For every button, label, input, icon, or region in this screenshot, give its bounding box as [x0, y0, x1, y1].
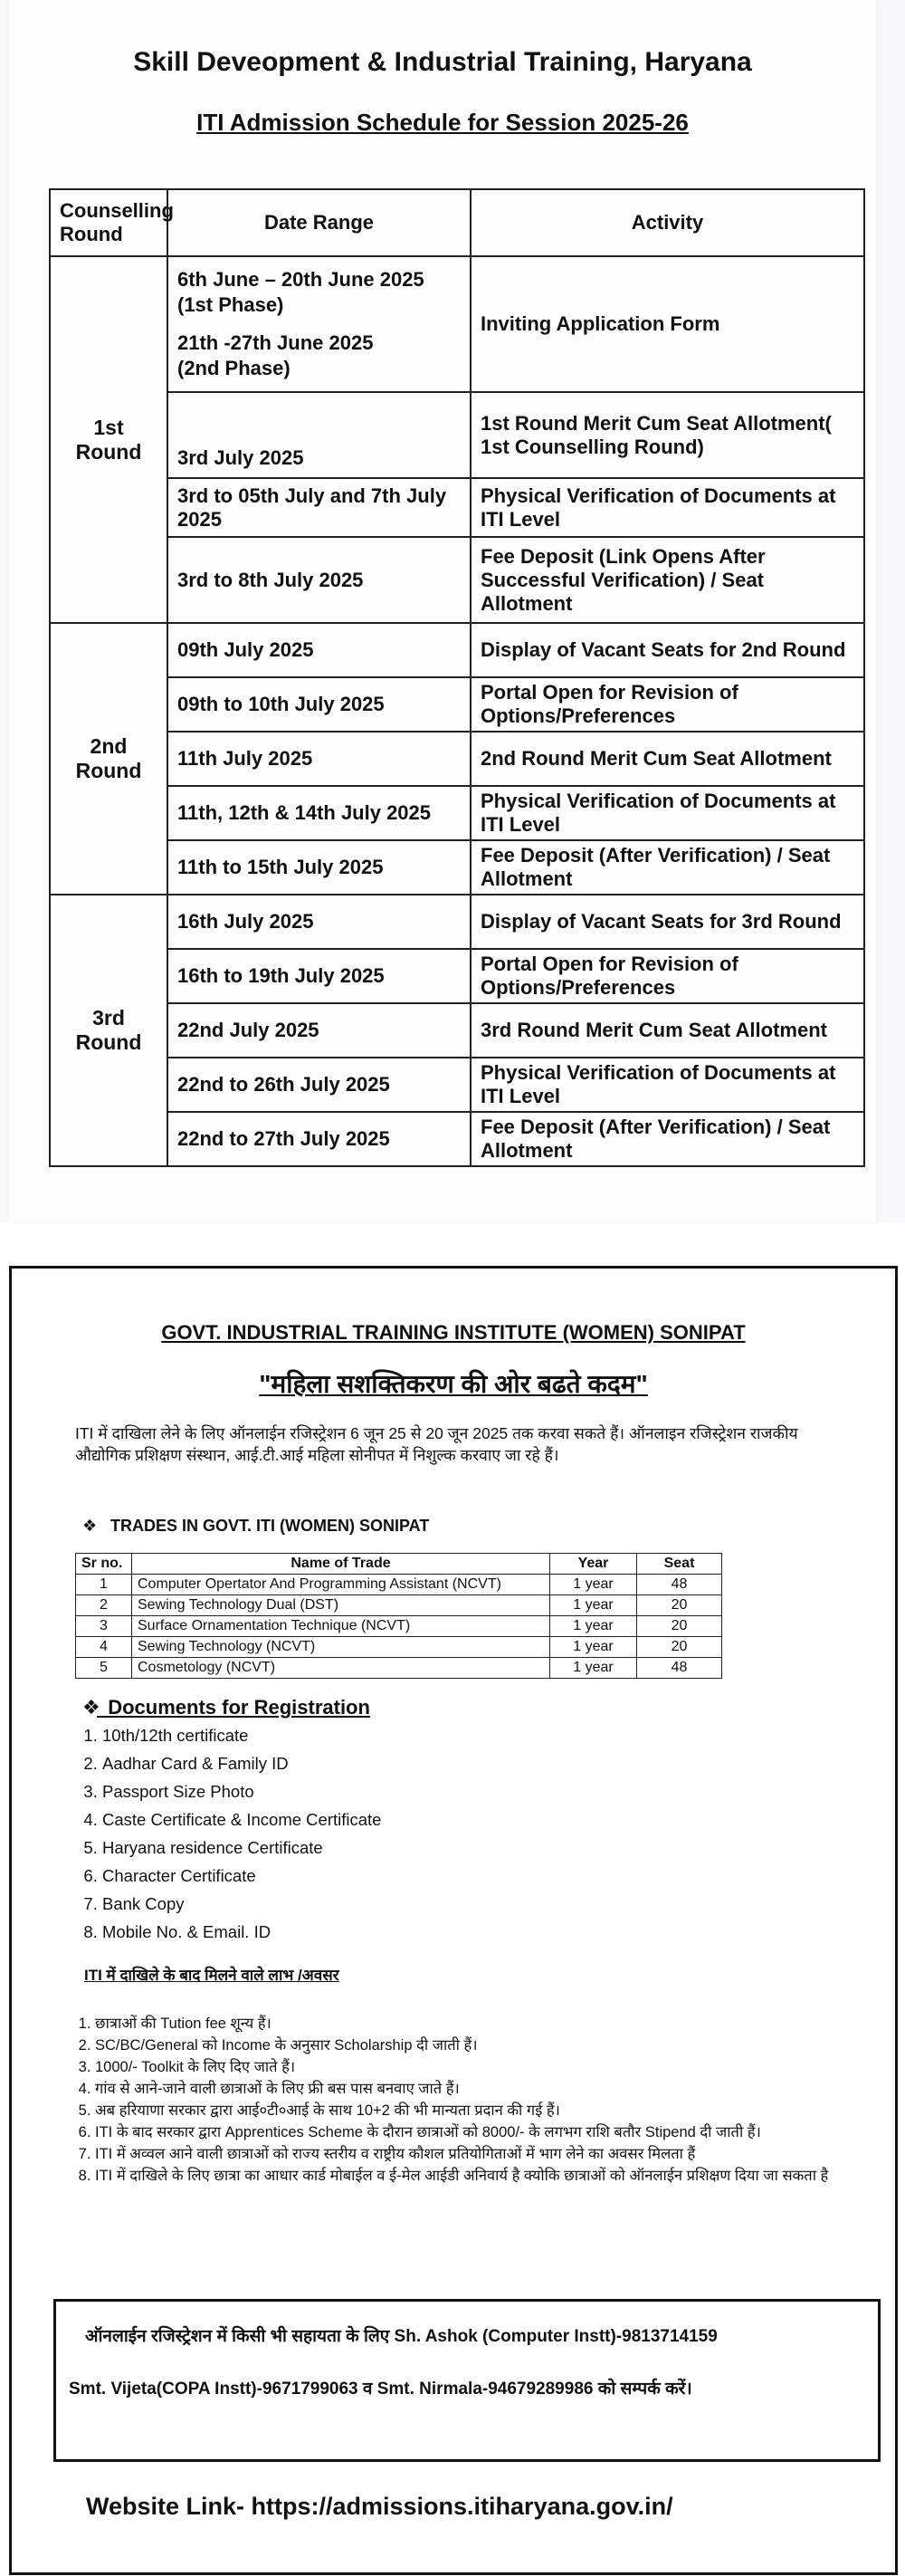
date-cell: 3rd July 2025	[167, 392, 471, 478]
benefits-heading: ITI में दाखिले के बाद मिलने वाले लाभ /अवसर	[84, 1967, 339, 1984]
trades-heading	[82, 1517, 429, 1536]
table-row	[76, 1637, 722, 1658]
list-item: 2. SC/BC/General को Income के अनुसार Scholarship दी जाती हैं।	[95, 2035, 873, 2056]
notice-frame	[9, 1266, 898, 2575]
activity-cell: Fee Deposit (After Verification) / Seat Allotment	[471, 840, 864, 895]
activity-cell: Physical Verification of Documents at ITI Level	[471, 786, 864, 840]
trade-seat: 48	[637, 1658, 722, 1679]
bullet-diamond-icon: ❖	[82, 1517, 98, 1535]
date-cell	[167, 256, 471, 392]
activity-cell: Fee Deposit (Link Opens After Successful Verification) / Seat Allotment	[471, 537, 864, 623]
list-item: 4. Caste Certificate & Income Certificate	[102, 1805, 381, 1834]
date-cell: 11th, 12th & 14th July 2025	[167, 786, 471, 840]
schedule-subtitle: ITI Admission Schedule for Session 2025-26	[196, 109, 689, 136]
table-row	[50, 537, 864, 623]
list-item: 8. ITI में दाखिले के लिए छात्रा का आधार कार्ड मोबाईल व ई-मेल आईडी अनिवार्य है क्योकि छात्राओं को ऑनलाईन प्रशिक्षण दिया जा सकता है	[95, 2165, 873, 2187]
round-label: 1st Round	[50, 256, 167, 623]
activity-cell: Display of Vacant Seats for 2nd Round	[471, 623, 864, 677]
schedule-table	[49, 188, 865, 1167]
list-item: 2. Aadhar Card & Family ID	[102, 1749, 381, 1777]
header-sr: Sr no.	[76, 1554, 132, 1575]
list-item: 1. 10th/12th certificate	[102, 1721, 381, 1749]
trade-sr: 3	[76, 1616, 132, 1637]
round-label: 3rd Round	[50, 895, 167, 1166]
schedule-paper	[9, 0, 876, 1222]
header-date-range: Date Range	[167, 189, 471, 256]
docs-heading	[82, 1696, 370, 1719]
list-item: 3. Passport Size Photo	[102, 1777, 381, 1805]
trade-seat: 48	[637, 1575, 722, 1595]
list-item: 6. ITI के बाद सरकार द्वारा Apprentices Scheme के दौरान छात्राओं को 8000/- के लगभग राशि बतौर Stipend दी जाती हैं।	[95, 2121, 873, 2143]
header-seat: Seat	[637, 1554, 722, 1575]
trades-heading-text: TRADES IN GOVT. ITI (WOMEN) SONIPAT	[110, 1517, 430, 1535]
header-year: Year	[550, 1554, 637, 1575]
table-row	[76, 1595, 722, 1616]
table-row	[50, 1058, 864, 1112]
benefits-list	[64, 2013, 873, 2187]
trade-sr: 1	[76, 1575, 132, 1595]
date-cell: 09th July 2025	[167, 623, 471, 677]
list-item: 6. Character Certificate	[102, 1862, 381, 1890]
date-line: (2nd Phase)	[177, 357, 291, 379]
table-row	[76, 1575, 722, 1595]
date-line: 21th -27th June 2025	[177, 331, 374, 354]
list-item: 5. अब हरियाणा सरकार द्वारा आई०टी०आई के साथ 10+2 की भी मान्यता प्रदान की गई हैं।	[95, 2100, 873, 2121]
website-link[interactable]: Website Link- https://admissions.itiharyana.gov.in/	[86, 2493, 673, 2520]
help-line-1: ऑनलाईन रजिस्ट्रेशन में किसी भी सहायता के लिए Sh. Ashok (Computer Instt)-9813714159	[85, 2327, 718, 2346]
docs-heading-text: Documents for Registration	[108, 1696, 370, 1719]
table-row	[50, 478, 864, 537]
bullet-diamond-icon: ❖	[82, 1696, 100, 1719]
help-contact-box	[53, 2299, 881, 2462]
list-item: 5. Haryana residence Certificate	[102, 1834, 381, 1862]
trade-name: Surface Ornamentation Technique (NCVT)	[132, 1616, 550, 1637]
list-item: 7. Bank Copy	[102, 1890, 381, 1918]
table-row	[50, 677, 864, 732]
date-cell: 22nd to 26th July 2025	[167, 1058, 471, 1112]
trade-seat: 20	[637, 1595, 722, 1616]
trade-sr: 4	[76, 1637, 132, 1658]
trade-sr: 2	[76, 1595, 132, 1616]
header-counselling-round: Counselling Round	[50, 189, 167, 256]
notice-sheet	[0, 1250, 905, 2576]
trade-name: Sewing Technology (NCVT)	[132, 1637, 550, 1658]
activity-cell: 1st Round Merit Cum Seat Allotment( 1st Counselling Round)	[471, 392, 864, 478]
trade-name: Computer Opertator And Programming Assistant (NCVT)	[132, 1575, 550, 1595]
table-row	[50, 949, 864, 1003]
activity-cell: Display of Vacant Seats for 3rd Round	[471, 895, 864, 949]
list-item: 3. 1000/- Toolkit के लिए दिए जाते हैं।	[95, 2056, 873, 2078]
date-line: 6th June – 20th June 2025	[177, 268, 424, 291]
table-row	[76, 1658, 722, 1679]
trades-table	[75, 1553, 722, 1679]
table-row	[50, 786, 864, 840]
activity-cell: Physical Verification of Documents at ITI Level	[471, 1058, 864, 1112]
header-trade-name: Name of Trade	[132, 1554, 550, 1575]
activity-cell: Portal Open for Revision of Options/Preferences	[471, 677, 864, 732]
trade-year: 1 year	[550, 1575, 637, 1595]
trade-seat: 20	[637, 1637, 722, 1658]
date-cell: 3rd to 05th July and 7th July 2025	[167, 478, 471, 537]
schedule-header-row	[50, 189, 864, 256]
institute-title: GOVT. INDUSTRIAL TRAINING INSTITUTE (WOMEN) SONIPAT	[161, 1321, 746, 1344]
slogan: "महिला सशक्तिकरण की ओर बढते कदम"	[259, 1370, 648, 1398]
table-row	[76, 1616, 722, 1637]
activity-cell: Physical Verification of Documents at ITI Level	[471, 478, 864, 537]
trade-name: Cosmetology (NCVT)	[132, 1658, 550, 1679]
table-row	[50, 732, 864, 786]
date-cell: 16th to 19th July 2025	[167, 949, 471, 1003]
trades-header-row	[76, 1554, 722, 1575]
trade-seat: 20	[637, 1616, 722, 1637]
intro-paragraph: ITI में दाखिला लेने के लिए ऑनलाईन रजिस्ट्रेशन 6 जून 25 से 20 जून 2025 तक करवा सकते हैं। ऑनलाइन रजिस्ट्रेशन राजकीय औद्योगिक प्रशिक्षण संस्थान, आई.टी.आई महिला सोनीपत में निशुल्क करवाए जा रहे हैं।	[75, 1424, 798, 1464]
round-label: 2nd Round	[50, 623, 167, 895]
header-activity: Activity	[471, 189, 864, 256]
date-cell: 16th July 2025	[167, 895, 471, 949]
trade-sr: 5	[76, 1658, 132, 1679]
trade-year: 1 year	[550, 1658, 637, 1679]
date-cell: 11th to 15th July 2025	[167, 840, 471, 895]
activity-cell: 3rd Round Merit Cum Seat Allotment	[471, 1003, 864, 1058]
table-row	[50, 895, 864, 949]
table-row	[50, 623, 864, 677]
table-row	[50, 1112, 864, 1166]
trade-year: 1 year	[550, 1616, 637, 1637]
date-cell: 22nd July 2025	[167, 1003, 471, 1058]
help-line-2: Smt. Vijeta(COPA Instt)-9671799063 व Smt. Nirmala-94679289986 को सम्पर्क करें।	[69, 2380, 692, 2399]
list-item: 4. गांव से आने-जाने वाली छात्राओं के लिए फ्री बस पास बनवाए जाते हैं।	[95, 2078, 873, 2100]
date-cell: 3rd to 8th July 2025	[167, 537, 471, 623]
schedule-sheet	[0, 0, 905, 1222]
activity-cell: Inviting Application Form	[471, 256, 864, 392]
trade-year: 1 year	[550, 1637, 637, 1658]
list-item: 8. Mobile No. & Email. ID	[102, 1918, 381, 1946]
date-cell: 11th July 2025	[167, 732, 471, 786]
activity-cell: 2nd Round Merit Cum Seat Allotment	[471, 732, 864, 786]
table-row	[50, 840, 864, 895]
trade-year: 1 year	[550, 1595, 637, 1616]
date-line: (1st Phase)	[177, 293, 284, 316]
table-row	[50, 1003, 864, 1058]
activity-cell: Portal Open for Revision of Options/Preferences	[471, 949, 864, 1003]
schedule-title: Skill Deveopment & Industrial Training, Haryana	[133, 47, 752, 77]
date-cell: 09th to 10th July 2025	[167, 677, 471, 732]
table-row	[50, 392, 864, 478]
list-item: 7. ITI में अव्वल आने वाली छात्राओं को राज्य स्तरीय व राष्ट्रीय कौशल प्रतियोगिताओं में भाग लेने का अवसर मिलता हैं	[95, 2143, 873, 2165]
trade-name: Sewing Technology Dual (DST)	[132, 1595, 550, 1616]
documents-list	[66, 1721, 381, 1946]
date-cell: 22nd to 27th July 2025	[167, 1112, 471, 1166]
activity-cell: Fee Deposit (After Verification) / Seat Allotment	[471, 1112, 864, 1166]
table-row	[50, 256, 864, 392]
list-item: 1. छात्राओं की Tution fee शून्य हैं।	[95, 2013, 873, 2035]
